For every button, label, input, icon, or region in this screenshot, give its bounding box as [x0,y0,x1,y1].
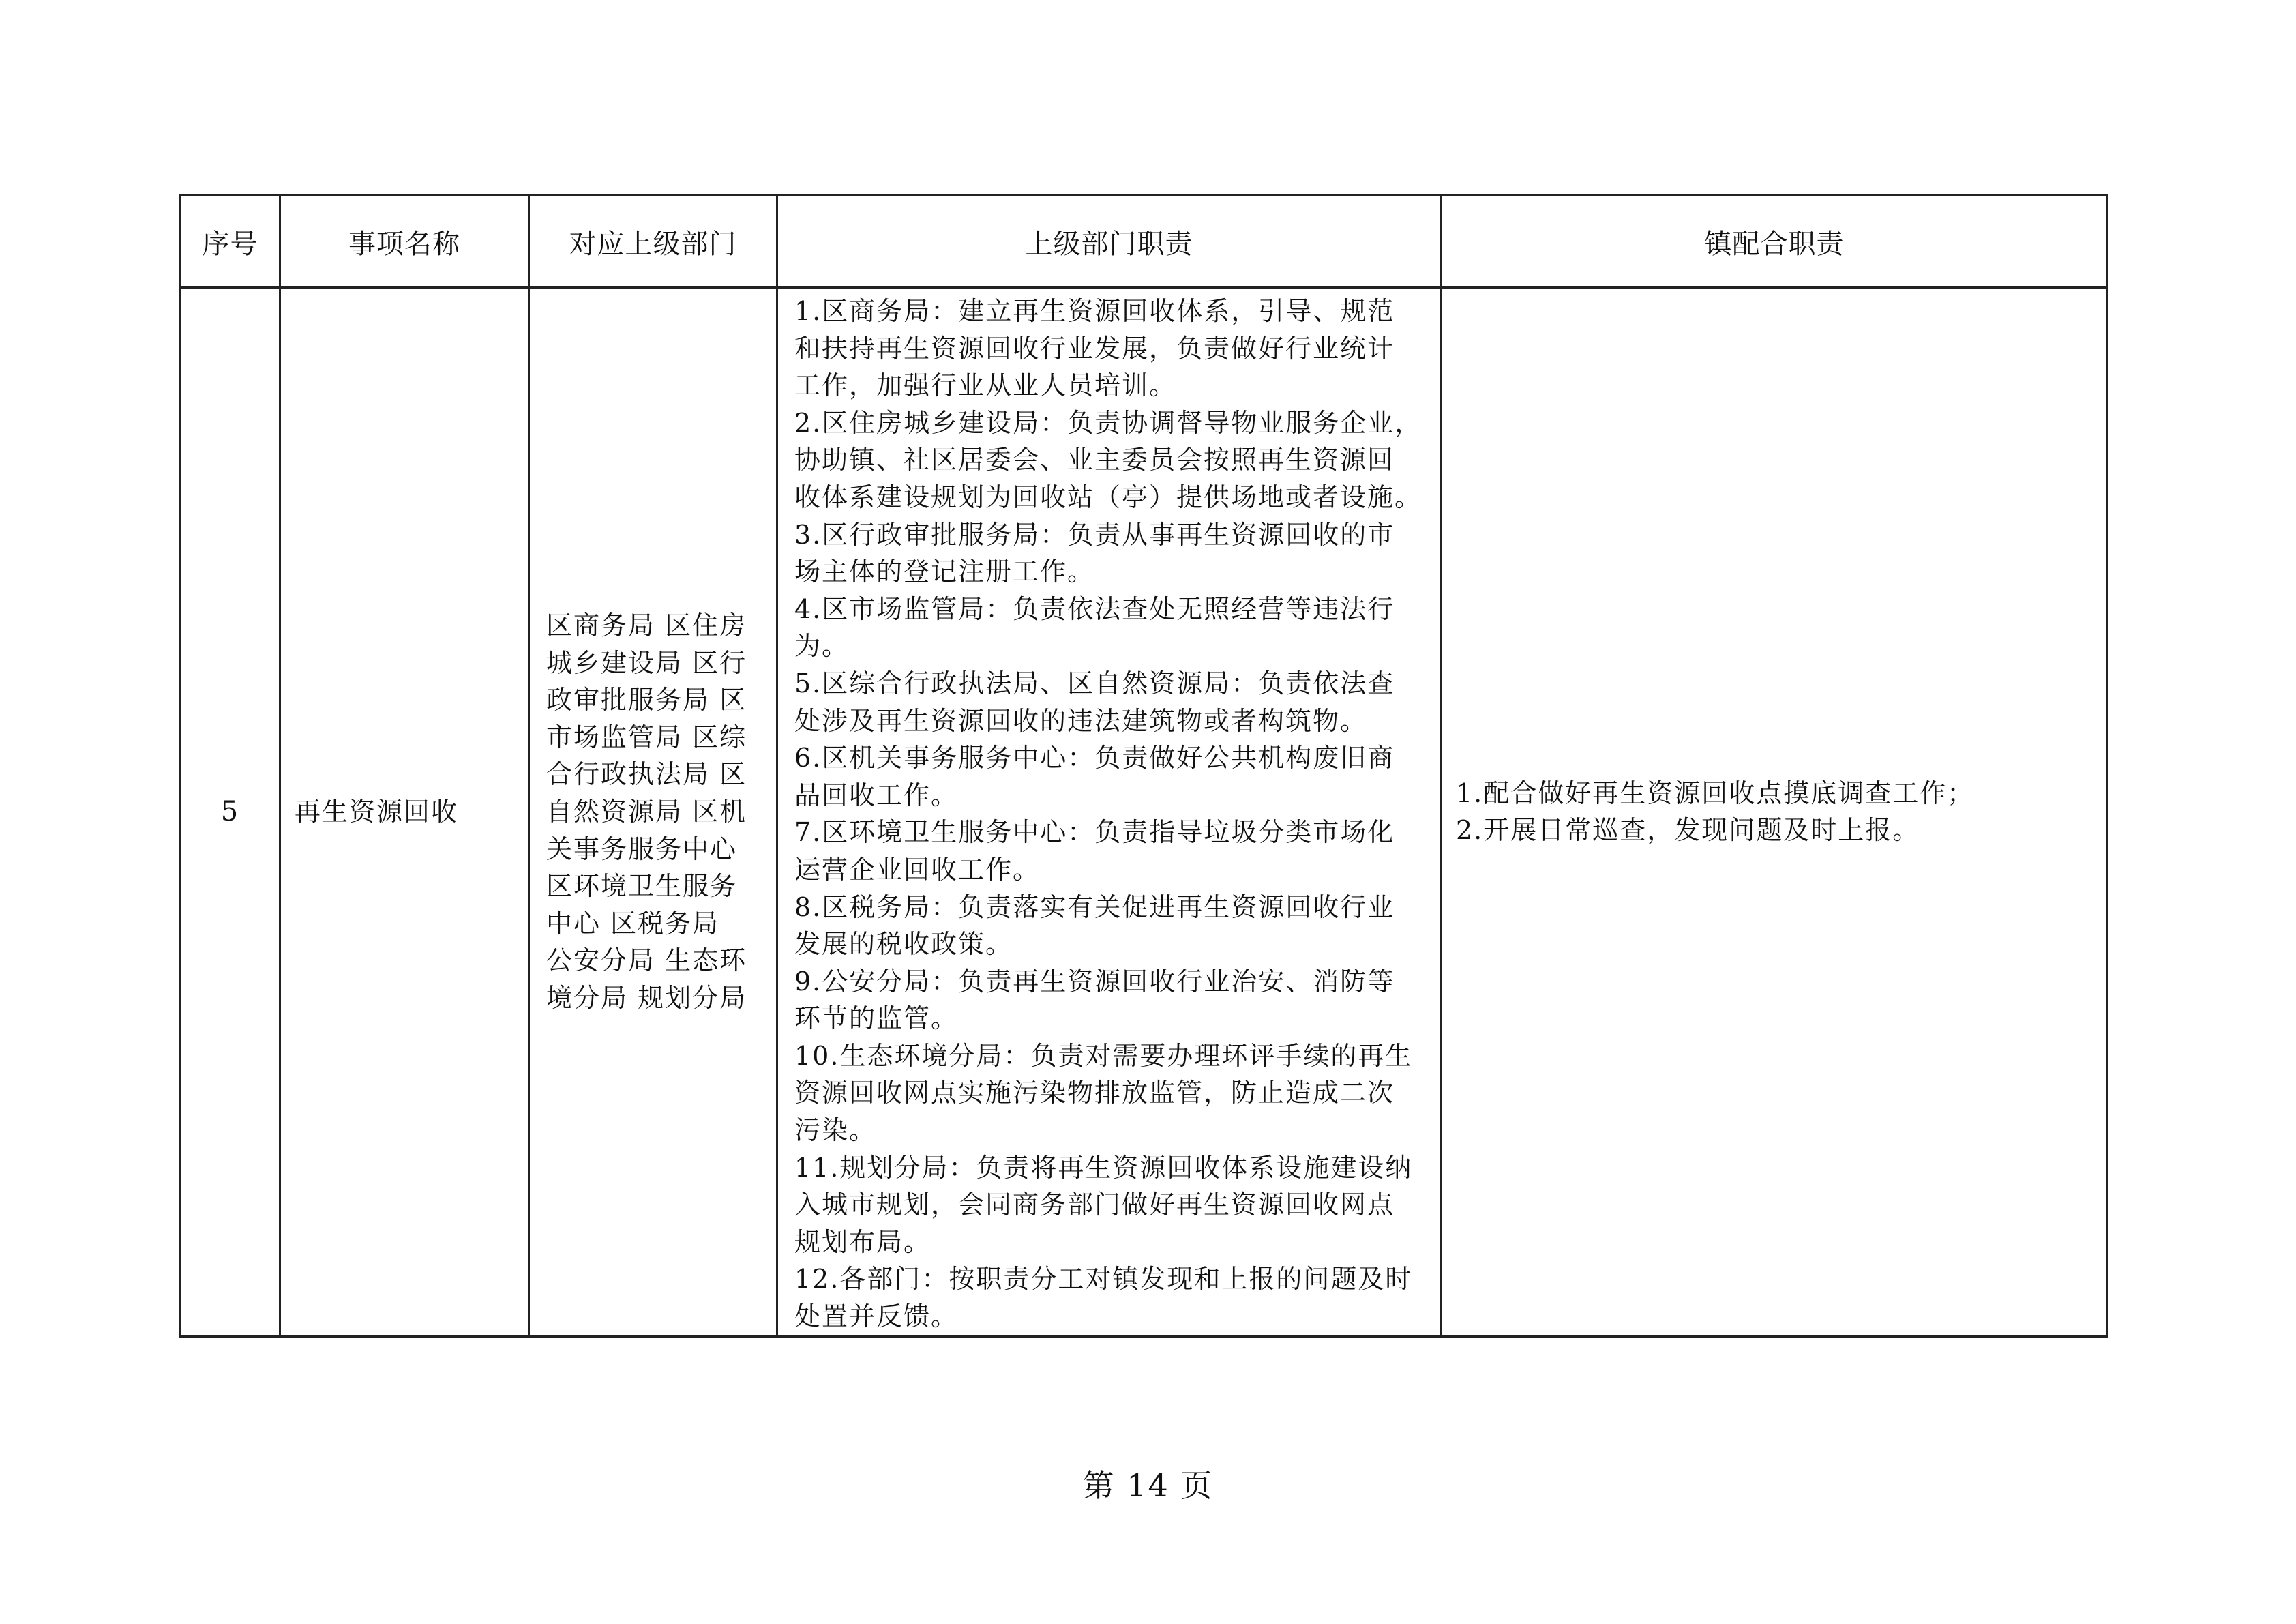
duty-line: 协助镇、社区居委会、业主委员会按照再生资源回 [794,445,1395,475]
duty-line: 发展的税收政策。 [794,929,1013,960]
cell-item-name: 再生资源回收 [280,288,529,1337]
duty-line: 为。 [794,631,850,662]
cell-town-duties [1442,288,2108,1337]
duty-line: 9.公安分局：负责再生资源回收行业治安、消防等 [794,966,1395,996]
duty-line: 处置并反馈。 [794,1301,959,1332]
duty-line: 污染。 [794,1115,877,1146]
duty-line: 处涉及再生资源回收的违法建筑物或者构筑物。 [794,705,1368,736]
duty-line: 入城市规划，会同商务部门做好再生资源回收网点 [794,1190,1395,1220]
duty-line: 7.区环境卫生服务中心：负责指导垃圾分类市场化 [794,817,1395,848]
duty-line: 场主体的登记注册工作。 [794,557,1095,587]
duty-line: 资源回收网点实施污染物排放监管，防止造成二次 [794,1078,1395,1108]
cell-upper-departments [529,288,777,1337]
header-upper-department: 对应上级部门 [529,196,777,288]
town-duty-line: 2.开展日常巡查，发现问题及时上报。 [1456,815,1920,846]
table-header-row [181,196,2108,288]
duty-line: 环节的监管。 [794,1003,959,1034]
duty-table [179,194,2108,1338]
department-line: 区商务局 区住房 [546,610,747,641]
duty-line: 8.区税务局：负责落实有关促进再生资源回收行业 [794,891,1395,922]
duty-line: 收体系建设规划为回收站（亭）提供场地或者设施。 [794,482,1422,512]
department-line: 自然资源局 区机 [546,797,747,827]
duty-line: 2.区住房城乡建设局：负责协调督导物业服务企业， [794,407,1422,438]
duty-line: 10.生态环境分局：负责对需要办理环评手续的再生 [794,1040,1413,1071]
department-line: 中心 区税务局 [546,908,720,939]
duty-line: 1.区商务局：建立再生资源回收体系，引导、规范 [794,296,1395,326]
duty-line: 运营企业回收工作。 [794,854,1041,885]
table-row [181,288,2108,1337]
duty-line: 和扶持再生资源回收行业发展，负责做好行业统计 [794,333,1395,364]
header-town-duties: 镇配合职责 [1442,196,2108,288]
department-line: 政审批服务局 区 [546,685,747,715]
duty-line: 11.规划分局：负责将再生资源回收体系设施建设纳 [794,1152,1413,1183]
header-serial-no: 序号 [181,196,280,288]
cell-serial-no: 5 [181,288,280,1337]
department-line: 公安分局 生态环 [546,945,747,976]
duty-line: 5.区综合行政执法局、区自然资源局：负责依法查 [794,668,1395,698]
department-line: 市场监管局 区综 [546,722,747,752]
department-line: 合行政执法局 区 [546,759,747,790]
department-line: 城乡建设局 区行 [546,647,747,678]
duty-list [794,293,1429,1335]
duty-line: 工作，加强行业从业人员培训。 [794,370,1177,401]
duty-line: 3.区行政审批服务局：负责从事再生资源回收的市 [794,519,1395,550]
town-duty-line: 1.配合做好再生资源回收点摸底调查工作； [1456,778,1975,808]
duty-line: 12.各部门：按职责分工对镇发现和上报的问题及时 [794,1264,1413,1295]
header-upper-duties: 上级部门职责 [777,196,1442,288]
department-line: 区环境卫生服务 [546,871,738,902]
page-number: 第 14 页 [1082,1467,1214,1504]
duty-line: 4.区市场监管局：负责依法查处无照经营等违法行 [794,593,1395,624]
cell-upper-duties [777,288,1442,1337]
duty-line: 6.区机关事务服务中心：负责做好公共机构废旧商 [794,743,1395,773]
town-duty-list [1456,775,2100,849]
duty-line: 品回收工作。 [794,780,959,810]
duty-line: 规划布局。 [794,1226,931,1257]
department-list [546,607,762,1017]
department-line: 境分局 规划分局 [546,982,747,1013]
department-line: 关事务服务中心 [546,833,738,864]
header-item-name: 事项名称 [280,196,529,288]
